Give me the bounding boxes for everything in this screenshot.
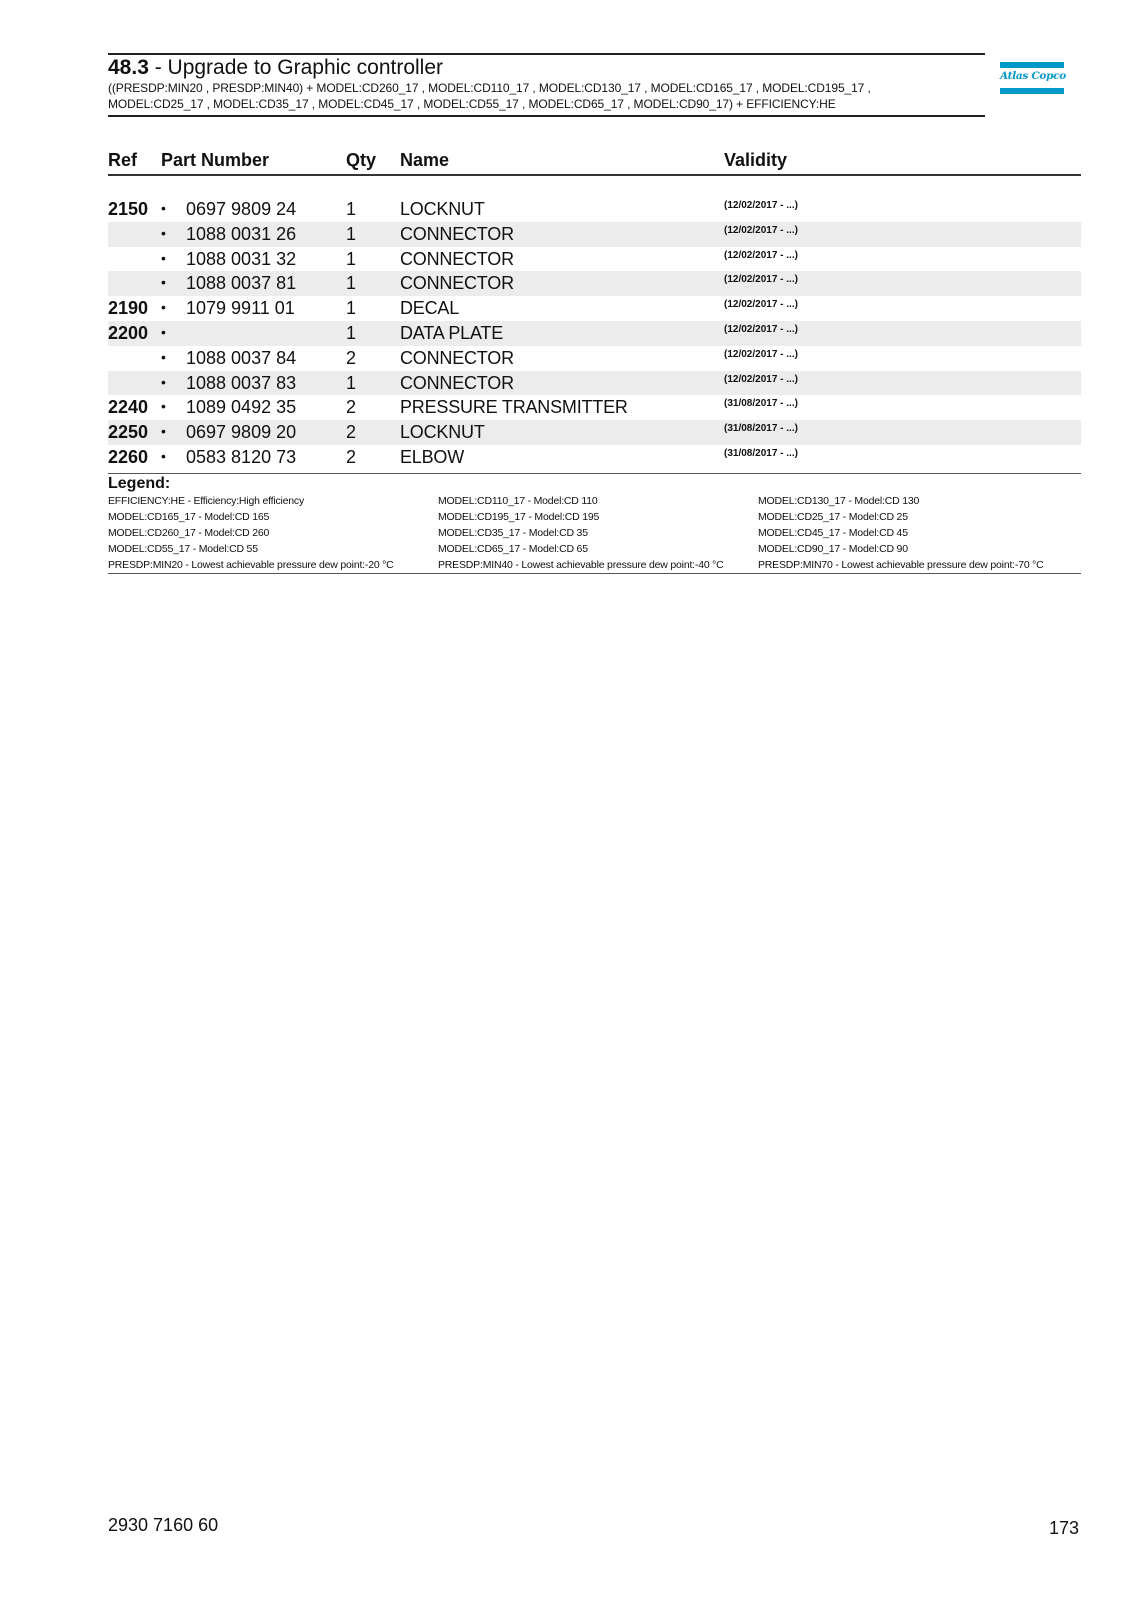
bullet-icon: • — [161, 249, 166, 266]
column-header-ref: Ref — [108, 150, 138, 170]
bullet-icon: • — [161, 200, 166, 216]
ref-cell: 2190 — [108, 298, 149, 319]
legend-entry: PRESDP:MIN40 - Lowest achievable pressure dew point:-40 °C — [438, 559, 724, 571]
qty-cell: 2 — [346, 397, 357, 418]
section-header — [108, 53, 985, 117]
legend-entry: MODEL:CD130_17 - Model:CD 130 — [758, 495, 920, 507]
ref-cell: 2200 — [108, 322, 149, 343]
legend — [108, 473, 1081, 574]
ref-cell: 2150 — [108, 199, 149, 219]
qty-cell: 1 — [346, 248, 357, 269]
legend-entry: MODEL:CD165_17 - Model:CD 165 — [108, 511, 270, 523]
document-number: 2930 7160 60 — [108, 1515, 219, 1535]
section-number: 48.3 — [108, 56, 149, 79]
table-row — [108, 271, 1081, 296]
logo-bottom-bar — [1000, 88, 1064, 94]
table-row — [108, 445, 1081, 470]
name-cell: CONNECTOR — [400, 273, 514, 294]
bullet-icon: • — [161, 274, 166, 291]
bullet-icon: • — [161, 423, 166, 440]
table-body — [108, 197, 1081, 470]
table-row — [108, 395, 1081, 420]
qty-cell: 1 — [346, 322, 357, 343]
bullet-icon: • — [161, 447, 166, 464]
legend-entries — [108, 493, 1081, 574]
legend-entry: MODEL:CD45_17 - Model:CD 45 — [758, 527, 908, 539]
column-header-qty: Qty — [346, 150, 377, 170]
bullet-icon: • — [161, 224, 166, 241]
legend-entry: PRESDP:MIN70 - Lowest achievable pressure dew point:-70 °C — [758, 559, 1044, 571]
validity-cell: (12/02/2017 - ...) — [724, 299, 798, 311]
table-row — [108, 346, 1081, 371]
table-row — [108, 371, 1081, 396]
part-number-cell: 1088 0037 81 — [186, 273, 297, 294]
name-cell: CONNECTOR — [400, 347, 514, 368]
legend-title: Legend: — [108, 475, 171, 492]
name-cell: DATA PLATE — [400, 322, 504, 343]
validity-cell: (12/02/2017 - ...) — [724, 348, 798, 360]
qty-cell: 2 — [346, 347, 357, 368]
part-number-cell: 1088 0037 84 — [186, 347, 297, 368]
qty-cell: 2 — [346, 446, 357, 467]
legend-entry: MODEL:CD35_17 - Model:CD 35 — [438, 527, 588, 539]
name-cell: CONNECTOR — [400, 372, 514, 393]
validity-cell: (31/08/2017 - ...) — [724, 423, 798, 435]
validity-cell: (12/02/2017 - ...) — [724, 249, 798, 261]
name-cell: DECAL — [400, 298, 460, 319]
validity-cell: (31/08/2017 - ...) — [724, 447, 798, 459]
qty-cell: 1 — [346, 298, 357, 319]
part-number-cell: 0583 8120 73 — [186, 446, 297, 467]
column-header-name: Name — [400, 150, 450, 170]
part-number-cell: 1088 0031 32 — [186, 248, 297, 269]
ref-cell: 2260 — [108, 446, 149, 467]
section-title: - Upgrade to Graphic controller — [148, 56, 444, 79]
part-number-cell: 0697 9809 24 — [186, 199, 297, 219]
validity-cell: (12/02/2017 - ...) — [724, 224, 798, 236]
applicability-line-2: MODEL:CD25_17 , MODEL:CD35_17 , MODEL:CD45_17 , MODEL:CD55_17 , MODEL:CD65_17 , MODEL:CD90_17) + EFFICIENCY:HE — [108, 97, 836, 111]
legend-entry: MODEL:CD25_17 - Model:CD 25 — [758, 511, 908, 523]
legend-entry: PRESDP:MIN20 - Lowest achievable pressure dew point:-20 °C — [108, 559, 394, 571]
qty-cell: 1 — [346, 223, 357, 244]
table-row — [108, 296, 1081, 321]
bullet-icon: • — [161, 373, 166, 390]
table-header — [108, 147, 1081, 176]
atlas-copco-logo — [1000, 62, 1064, 95]
page-number: 173 — [1049, 1518, 1080, 1538]
qty-cell: 1 — [346, 199, 357, 219]
name-cell: CONNECTOR — [400, 223, 514, 244]
name-cell: LOCKNUT — [400, 422, 485, 443]
name-cell: CONNECTOR — [400, 248, 514, 269]
table-row — [108, 222, 1081, 247]
legend-entry: MODEL:CD90_17 - Model:CD 90 — [758, 543, 908, 555]
name-cell: LOCKNUT — [400, 199, 485, 219]
table-row — [108, 321, 1081, 346]
logo-top-bar — [1000, 62, 1064, 68]
table-row — [108, 197, 1081, 222]
legend-entry: MODEL:CD65_17 - Model:CD 65 — [438, 543, 588, 555]
qty-cell: 1 — [346, 273, 357, 294]
applicability-line-1: ((PRESDP:MIN20 , PRESDP:MIN40) + MODEL:CD260_17 , MODEL:CD110_17 , MODEL:CD130_17 , MODEL:CD165_17 , MODEL:CD195_17 , — [108, 81, 871, 95]
validity-cell: (12/02/2017 - ...) — [724, 200, 798, 211]
parts-table — [108, 147, 1081, 470]
part-number-cell: 1088 0031 26 — [186, 223, 297, 244]
qty-cell: 2 — [346, 422, 357, 443]
legend-entry: MODEL:CD260_17 - Model:CD 260 — [108, 527, 270, 539]
table-row — [108, 420, 1081, 445]
part-number-cell: 1089 0492 35 — [186, 397, 297, 418]
bullet-icon: • — [161, 299, 166, 316]
column-header-validity: Validity — [724, 150, 788, 170]
column-header-part-number: Part Number — [161, 150, 270, 170]
logo-text: Atlas Copco — [1000, 70, 1066, 82]
legend-entry: MODEL:CD110_17 - Model:CD 110 — [438, 495, 598, 507]
page-title — [108, 56, 985, 80]
validity-cell: (12/02/2017 - ...) — [724, 274, 798, 286]
qty-cell: 1 — [346, 372, 357, 393]
bullet-icon: • — [161, 323, 166, 340]
validity-cell: (12/02/2017 - ...) — [724, 373, 798, 385]
legend-entry: MODEL:CD55_17 - Model:CD 55 — [108, 543, 258, 555]
ref-cell: 2250 — [108, 422, 149, 443]
ref-cell: 2240 — [108, 397, 149, 418]
name-cell: ELBOW — [400, 446, 465, 467]
validity-cell: (12/02/2017 - ...) — [724, 323, 798, 335]
bullet-icon: • — [161, 348, 166, 365]
name-cell: PRESSURE TRANSMITTER — [400, 397, 628, 418]
validity-cell: (31/08/2017 - ...) — [724, 398, 798, 410]
part-number-cell: 1088 0037 83 — [186, 372, 297, 393]
legend-entry: MODEL:CD195_17 - Model:CD 195 — [438, 511, 600, 523]
part-number-cell: 0697 9809 20 — [186, 422, 297, 443]
table-row — [108, 247, 1081, 272]
bullet-icon: • — [161, 398, 166, 415]
part-number-cell: 1079 9911 01 — [186, 298, 295, 319]
legend-entry: EFFICIENCY:HE - Efficiency:High efficiency — [108, 495, 305, 507]
